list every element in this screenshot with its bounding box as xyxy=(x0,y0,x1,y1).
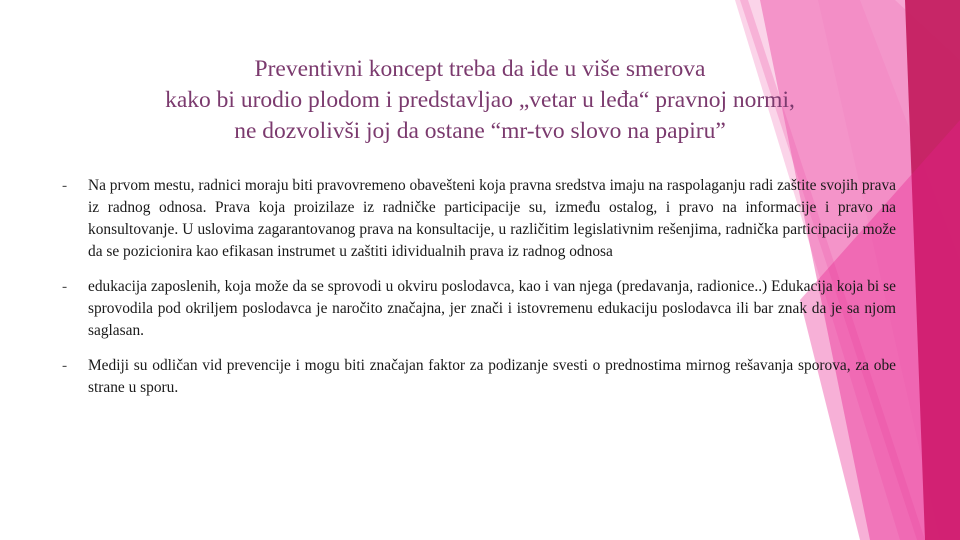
dash-bullet-icon: - xyxy=(62,177,68,194)
dash-bullet-icon: - xyxy=(62,278,68,295)
dash-bullet-icon: - xyxy=(62,357,68,374)
bullet-item-1 xyxy=(62,175,896,263)
title-line-3: ne dozvolivši joj da ostane “mr-tvo slovo na papiru” xyxy=(234,118,726,144)
bullet-text: Na prvom mestu, radnici moraju biti pravovremeno obavešteni koja pravna sredstva imaju na raspolaganju radi zaštite svojih prava iz radnog odnosa. Prava koja proizilaze iz radničke participacije su, između ostalog, i pravo na informacije i pravo na konsultovanje. U uslovima zagarantovanog prava na konsultacije, u različitim legislativnim rešenjima, radnička participacija može da se pozicionira kao efikasan instrumet u zaštiti idividualnih prava iz radnog odnosa xyxy=(88,177,896,260)
bullet-list xyxy=(62,175,896,412)
bullet-item-3 xyxy=(62,355,896,399)
slide-title xyxy=(60,54,900,147)
title-line-1: Preventivni koncept treba da ide u više smerova xyxy=(254,56,706,82)
bullet-item-2 xyxy=(62,276,896,342)
bullet-text: edukacija zaposlenih, koja može da se sprovodi u okviru poslodavca, kao i van njega (predavanja, radionice..) Edukacija koja bi se sprovodila pod okriljem poslodavca je naročito značajna, jer znači i istovremenu edukaciju poslodavca ili bar znak da je sa njom saglasan. xyxy=(88,278,896,339)
bullet-text: Mediji su odličan vid prevencije i mogu biti značajan faktor za podizanje svesti o prednostima mirnog rešavanja sporova, za obe strane u sporu. xyxy=(88,357,896,396)
title-line-2: kako bi urodio plodom i predstavljao „vetar u leđa“ pravnoj normi, xyxy=(165,87,795,113)
